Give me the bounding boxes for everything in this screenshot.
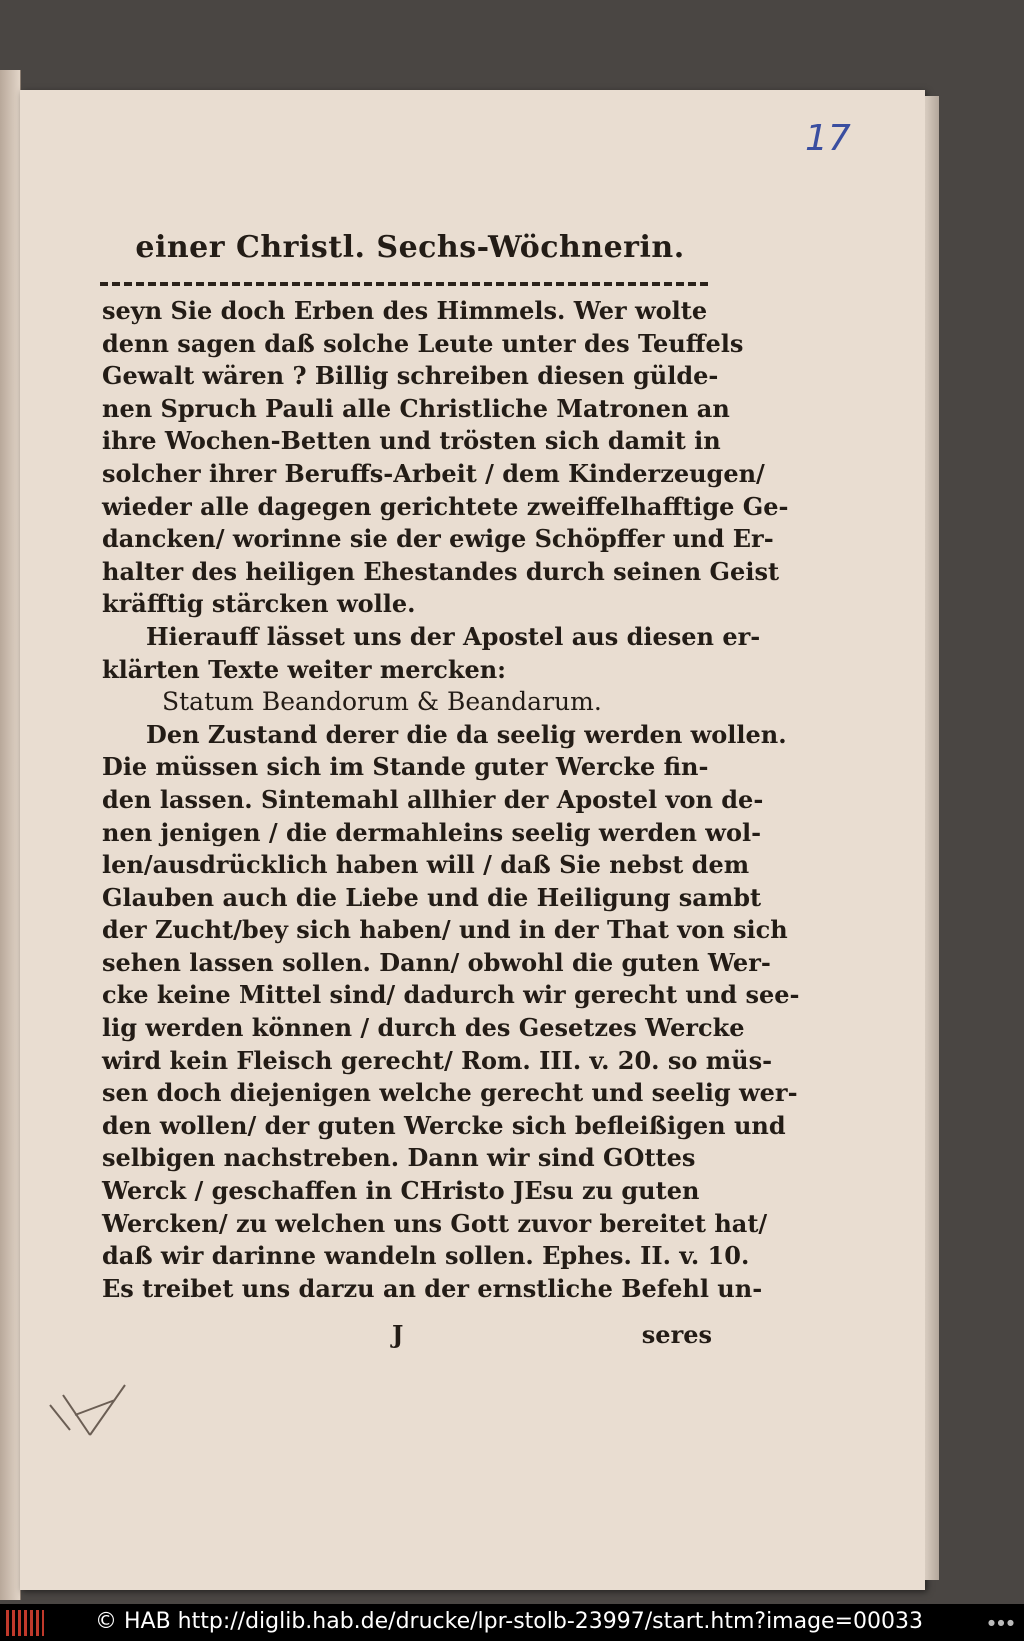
text-line: selbigen nachstreben. Dann wir sind GOttes (102, 1143, 696, 1173)
text-line: cke keine Mittel sind/ dadurch wir gerecht und see- (102, 980, 800, 1010)
text-line: klärten Texte weiter mercken: (102, 654, 507, 684)
text-line: len/ausdrücklich haben will / daß Sie nebst dem (102, 850, 750, 880)
text-line: kräfftig stärcken wolle. (102, 589, 416, 619)
text-line: Die müssen sich im Stande guter Wercke fin- (102, 752, 709, 782)
text-line: sen doch diejenigen welche gerecht und seelig wer- (102, 1078, 798, 1108)
hab-logo-icon (6, 1610, 44, 1636)
text-line: den lassen. Sintemahl allhier der Apostel von de- (102, 784, 764, 814)
adjacent-page-edge (0, 70, 21, 1600)
text-line: nen Spruch Pauli alle Christliche Matronen an (102, 393, 730, 423)
text-line: Statum Beandorum & Beandarum. (162, 687, 602, 717)
text-line: daß wir darinne wandeln sollen. Ephes. II. v. 10. (102, 1241, 750, 1271)
text-line: lig werden können / durch des Gesetzes Wercke (102, 1013, 745, 1043)
margin-scribble-mark (45, 1375, 135, 1445)
text-line: nen jenigen / die dermahleins seelig werden wol- (102, 817, 762, 847)
footer-dots-icon: ● ● ● (987, 1618, 1014, 1627)
text-line: halter des heiligen Ehestandes durch seinen Geist (102, 556, 780, 586)
text-line: wieder alle dagegen gerichtete zweiffelhafftige Ge- (102, 491, 789, 521)
text-line: solcher ihrer Beruffs-Arbeit / dem Kinderzeugen/ (102, 458, 765, 488)
text-line: Hierauff lässet uns der Apostel aus diesen er- (146, 621, 761, 651)
text-line: Es treibet uns darzu an der ernstliche Befehl un- (102, 1273, 763, 1303)
text-line: ihre Wochen-Betten und trösten sich damit in (102, 426, 721, 456)
text-line: wird kein Fleisch gerecht/ Rom. III. v. 20. so müs- (102, 1045, 773, 1075)
copyright-url: © HAB http://diglib.hab.de/drucke/lpr-stolb-23997/start.htm?image=00033 (95, 1609, 924, 1634)
book-page (20, 90, 925, 1590)
text-line: sehen lassen sollen. Dann/ obwohl die guten Wer- (102, 947, 771, 977)
text-line: denn sagen daß solche Leute unter des Teuffels (102, 328, 744, 358)
page-foot (102, 1320, 712, 1356)
page-stack-edge (925, 96, 939, 1580)
text-line: Werck / geschaffen in CHristo JEsu zu guten (102, 1176, 700, 1206)
text-line: Den Zustand derer die da seelig werden wollen. (146, 719, 787, 749)
catchword: seres (641, 1320, 712, 1349)
text-line: den wollen/ der guten Wercke sich befleißigen und (102, 1110, 786, 1140)
header-rule (100, 282, 708, 286)
footer-bar (0, 1604, 1024, 1641)
body-text (102, 295, 800, 1305)
text-line: Wercken/ zu welchen uns Gott zuvor bereitet hat/ (102, 1208, 768, 1238)
text-line: der Zucht/bey sich haben/ und in der That von sich (102, 915, 788, 945)
text-line: dancken/ worinne sie der ewige Schöpffer und Er- (102, 524, 774, 554)
running-head: einer Christl. Sechs-Wöchnerin. (135, 230, 685, 265)
signature-mark: J (392, 1320, 404, 1349)
text-line: Glauben auch die Liebe und die Heiligung sambt (102, 882, 762, 912)
text-line: Gewalt wären ? Billig schreiben diesen gülde- (102, 361, 719, 391)
text-line: seyn Sie doch Erben des Himmels. Wer wolte (102, 296, 708, 325)
folio-number: 17 (805, 118, 851, 159)
